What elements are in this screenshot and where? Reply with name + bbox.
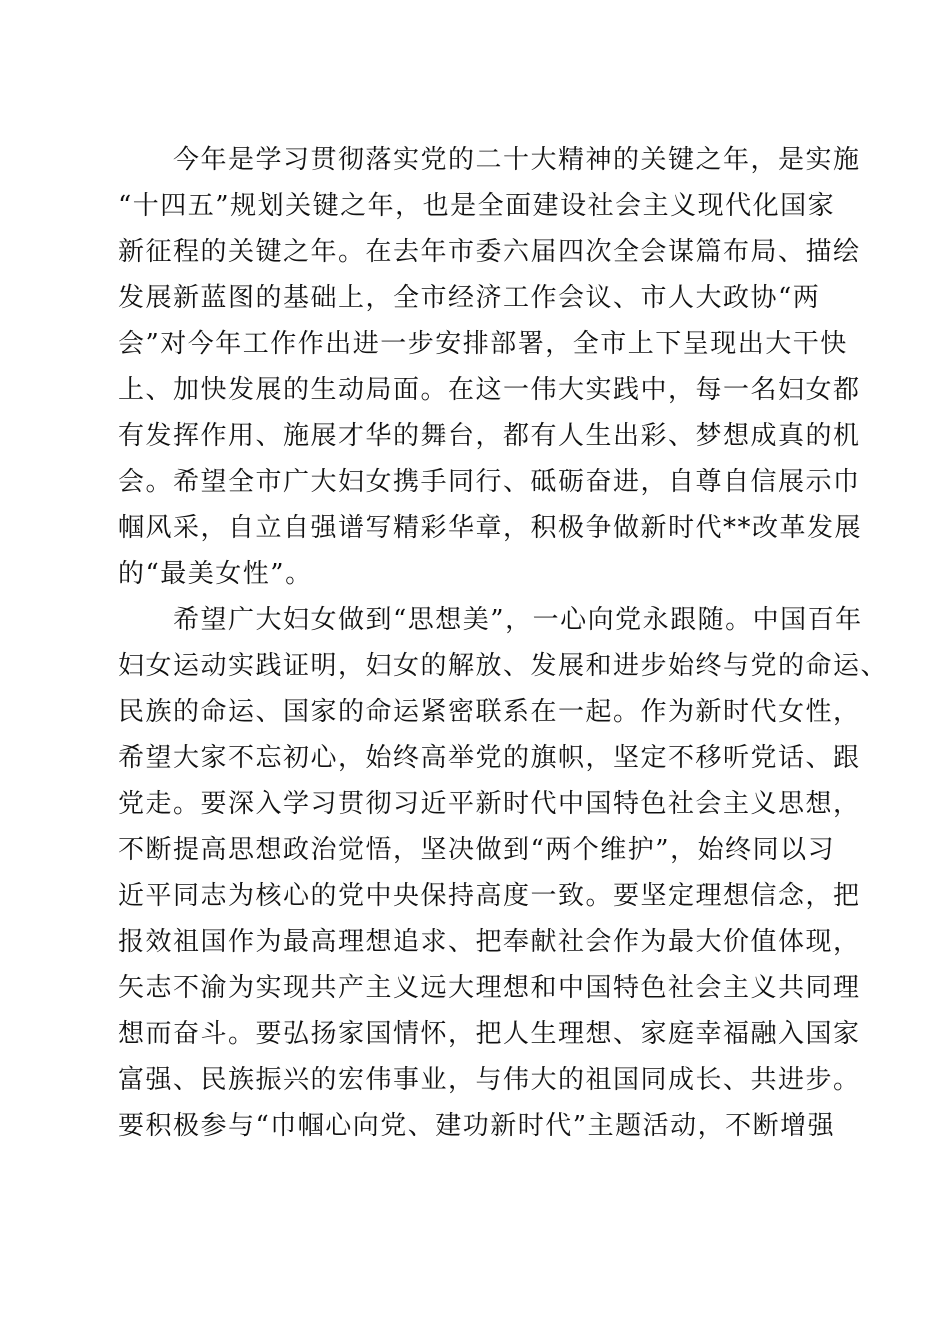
paragraph-1-line-8: 会。希望全市广大妇女携手同行、砥砺奋进，自尊自信展示巾 bbox=[118, 467, 861, 497]
paragraph-1-line-2: “十四五”规划关键之年，也是全面建设社会主义现代化国家 bbox=[118, 191, 836, 221]
paragraph-2-line-8: 报效祖国作为最高理想追求、把奉献社会作为最大价值体现， bbox=[118, 927, 861, 957]
paragraph-2-line-1: 希望广大妇女做到“思想美”，一心向党永跟随。中国百年 bbox=[118, 605, 863, 635]
paragraph-2-line-5: 党走。要深入学习贯彻习近平新时代中国特色社会主义思想， bbox=[118, 789, 861, 819]
paragraph-2-line-10: 想而奋斗。要弘扬家国情怀，把人生理想、家庭幸福融入国家 bbox=[118, 1019, 861, 1049]
paragraph-2-line-4: 希望大家不忘初心，始终高举党的旗帜，坚定不移听党话、跟 bbox=[118, 743, 861, 773]
paragraph-1-line-7: 有发挥作用、施展才华的舞台，都有人生出彩、梦想成真的机 bbox=[118, 421, 861, 451]
paragraph-1-line-10: 的“最美女性”。 bbox=[118, 559, 313, 589]
paragraph-1-line-3: 新征程的关键之年。在去年市委六届四次全会谋篇布局、描绘 bbox=[118, 237, 861, 267]
paragraph-2-line-7: 近平同志为核心的党中央保持高度一致。要坚定理想信念，把 bbox=[118, 881, 861, 911]
paragraph-1-line-9: 帼风采，自立自强谱写精彩华章，积极争做新时代**改革发展 bbox=[118, 513, 863, 543]
paragraph-1-line-1: 今年是学习贯彻落实党的二十大精神的关键之年，是实施 bbox=[118, 145, 861, 175]
paragraph-2-line-2: 妇女运动实践证明，妇女的解放、发展和进步始终与党的命运、 bbox=[118, 651, 889, 681]
paragraph-2-line-6: 不断提高思想政治觉悟，坚决做到“两个维护”，始终同以习 bbox=[118, 835, 836, 865]
paragraph-1-line-4: 发展新蓝图的基础上，全市经济工作会议、市人大政协“两 bbox=[118, 283, 821, 313]
paragraph-2-line-12: 要积极参与“巾帼心向党、建功新时代”主题活动，不断增强 bbox=[118, 1111, 836, 1141]
paragraph-2-line-3: 民族的命运、国家的命运紧密联系在一起。作为新时代女性， bbox=[118, 697, 861, 727]
paragraph-2-line-11: 富强、民族振兴的宏伟事业，与伟大的祖国同成长、共进步。 bbox=[118, 1065, 861, 1095]
paragraph-2-line-9: 矢志不渝为实现共产主义远大理想和中国特色社会主义共同理 bbox=[118, 973, 861, 1003]
paragraph-1-line-5: 会”对今年工作作出进一步安排部署，全市上下呈现出大干快 bbox=[118, 329, 848, 359]
paragraph-1-line-6: 上、加快发展的生动局面。在这一伟大实践中，每一名妇女都 bbox=[118, 375, 861, 405]
